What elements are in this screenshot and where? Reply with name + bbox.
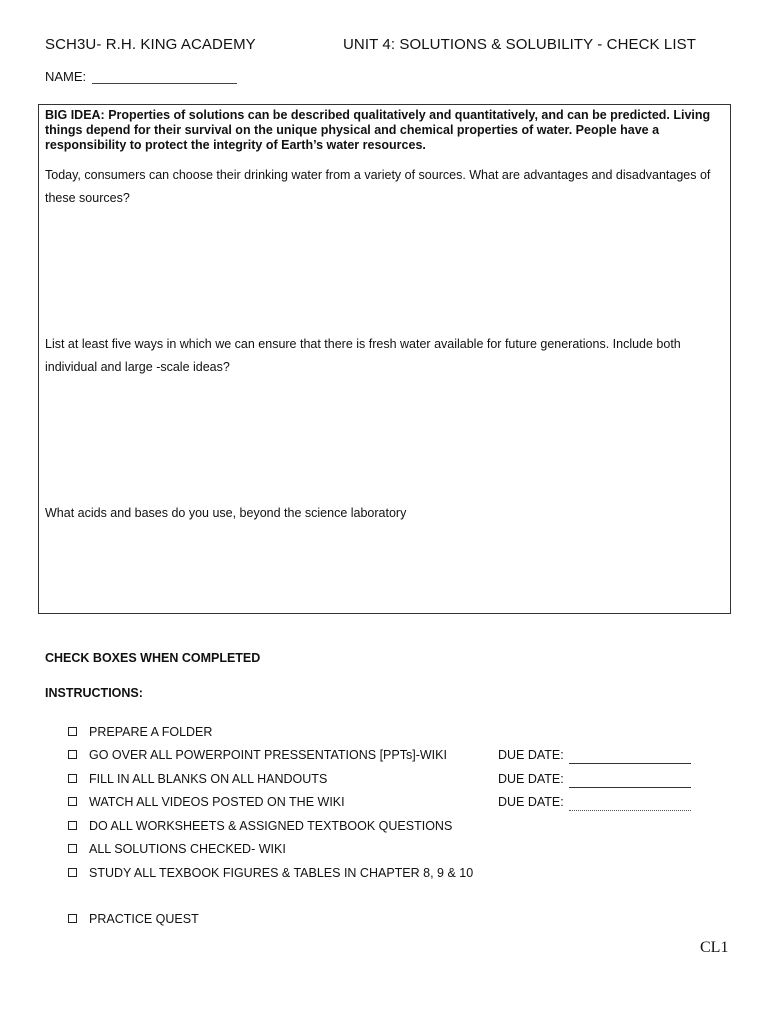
due-date-line[interactable] — [569, 798, 691, 811]
checklist-item[interactable]: ALL SOLUTIONS CHECKED- WIKI — [68, 840, 286, 858]
due-date-field[interactable]: DUE DATE: — [498, 793, 691, 811]
checklist-item[interactable]: PREPARE A FOLDER — [68, 723, 212, 741]
big-idea-text: BIG IDEA: Properties of solutions can be described qualitatively and quantitatively, and can be predicted. Living things depend for their survival on the unique physical and chemical properties of water. People have a responsibility to protect the integrity of Earth’s water resources. — [45, 108, 711, 152]
due-date-line[interactable] — [569, 775, 691, 788]
checkbox-icon[interactable] — [68, 750, 77, 759]
question-fresh-water: List at least five ways in which we can ensure that there is fresh water available for future generations. Include both individual and large -scale ideas? — [45, 337, 681, 374]
name-label: NAME: — [45, 69, 87, 84]
instructions-title: INSTRUCTIONS: — [45, 686, 143, 700]
due-date-field[interactable]: DUE DATE: — [498, 770, 691, 788]
checkbox-icon[interactable] — [68, 914, 77, 923]
name-field[interactable] — [45, 69, 237, 84]
checklist-item[interactable]: FILL IN ALL BLANKS ON ALL HANDOUTS — [68, 770, 327, 788]
checkbox-icon[interactable] — [68, 797, 77, 806]
checkbox-icon[interactable] — [68, 727, 77, 736]
checklist-item[interactable]: DO ALL WORKSHEETS & ASSIGNED TEXTBOOK QUESTIONS — [68, 817, 452, 835]
question-acids-bases: What acids and bases do you use, beyond the science laboratory — [45, 506, 407, 520]
checkbox-icon[interactable] — [68, 844, 77, 853]
check-boxes-title: CHECK BOXES WHEN COMPLETED — [45, 651, 261, 665]
page-number: CL1 — [700, 939, 729, 956]
checklist-item[interactable]: PRACTICE QUEST — [68, 910, 199, 928]
checkbox-icon[interactable] — [68, 821, 77, 830]
checkbox-icon[interactable] — [68, 774, 77, 783]
name-blank-line[interactable] — [92, 71, 237, 84]
checkbox-icon[interactable] — [68, 868, 77, 877]
due-date-field[interactable]: DUE DATE: — [498, 746, 691, 764]
due-date-line[interactable] — [569, 751, 691, 764]
checklist-item[interactable]: WATCH ALL VIDEOS POSTED ON THE WIKI — [68, 793, 345, 811]
checklist-item[interactable]: STUDY ALL TEXBOOK FIGURES & TABLES IN CHAPTER 8, 9 & 10 — [68, 864, 473, 882]
header-course-title: SCH3U- R.H. KING ACADEMY — [45, 36, 256, 53]
checklist-item[interactable]: GO OVER ALL POWERPOINT PRESSENTATIONS [PPTs]-WIKI — [68, 746, 447, 764]
question-water-sources: Today, consumers can choose their drinking water from a variety of sources. What are advantages and disadvantages of these sources? — [45, 168, 711, 205]
header-unit-title: UNIT 4: SOLUTIONS & SOLUBILITY - CHECK LIST — [343, 36, 696, 53]
